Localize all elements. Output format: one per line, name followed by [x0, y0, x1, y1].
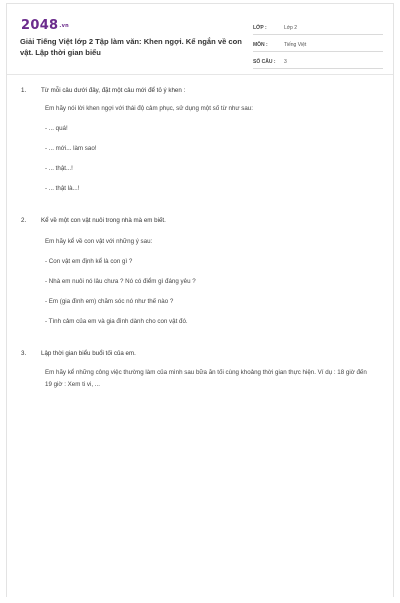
answer-hint: - ... quá! — [45, 125, 68, 132]
question-line: Em hãy nói lời khen ngợi với thái độ cảm phục, sử dụng một số từ như sau: — [45, 105, 253, 112]
answer-hint: - Tình cảm của em và gia đình dành cho con vật đó. — [45, 318, 188, 325]
logo-suffix: .vn — [59, 23, 70, 29]
meta-row-question-count — [253, 54, 383, 69]
question-number: 1. — [21, 87, 27, 94]
answer-hint: - Nhà em nuôi nó lâu chưa ? Nó có điểm gì đáng yêu ? — [45, 278, 196, 285]
meta-label-question-count: SỐ CÂU : — [253, 59, 276, 65]
site-logo[interactable] — [21, 18, 69, 33]
question-text: Lập thời gian biểu buổi tối của em. — [41, 350, 136, 357]
meta-info — [253, 20, 383, 71]
logo-text: 2048 — [21, 18, 59, 33]
answer-hint: - ... mới... làm sao! — [45, 145, 97, 152]
answer-hint: - ... thật là...! — [45, 185, 80, 192]
meta-label-subject: MÔN : — [253, 42, 268, 48]
meta-value-class: Lớp 2 — [284, 25, 298, 31]
document-page — [6, 3, 394, 597]
question-number: 2. — [21, 217, 27, 224]
answer-hint: - Em (gia đình em) chăm sóc nó như thế nào ? — [45, 298, 174, 305]
question-text: Kể về một con vật nuôi trong nhà mà em biết. — [41, 217, 166, 224]
meta-value-subject: Tiếng Việt — [284, 42, 307, 48]
document-header — [7, 4, 393, 75]
question-number: 3. — [21, 350, 27, 357]
answer-hint: - Con vật em định kể là con gì ? — [45, 258, 133, 265]
document-title: Giải Tiếng Việt lớp 2 Tập làm văn: Khen ngợi. Kể ngắn về con vật. Lập thời gian biểu — [20, 37, 242, 57]
meta-label-class: LỚP : — [253, 25, 267, 31]
question-text: Từ mỗi câu dưới đây, đặt một câu mới để tỏ ý khen : — [41, 87, 186, 94]
meta-row-class — [253, 20, 383, 35]
question-paragraph: Em hãy kể những công việc thường làm của mình sau bữa ăn tối cùng khoảng thời gian thực hiện. Ví dụ : 18 giờ đến 19 giờ : Xem ti vi, ... — [45, 369, 367, 388]
meta-row-subject — [253, 37, 383, 52]
question-line: Em hãy kể về con vật với những ý sau: — [45, 238, 153, 245]
meta-value-question-count: 3 — [284, 59, 287, 65]
answer-hint: - ... thật...! — [45, 165, 73, 172]
